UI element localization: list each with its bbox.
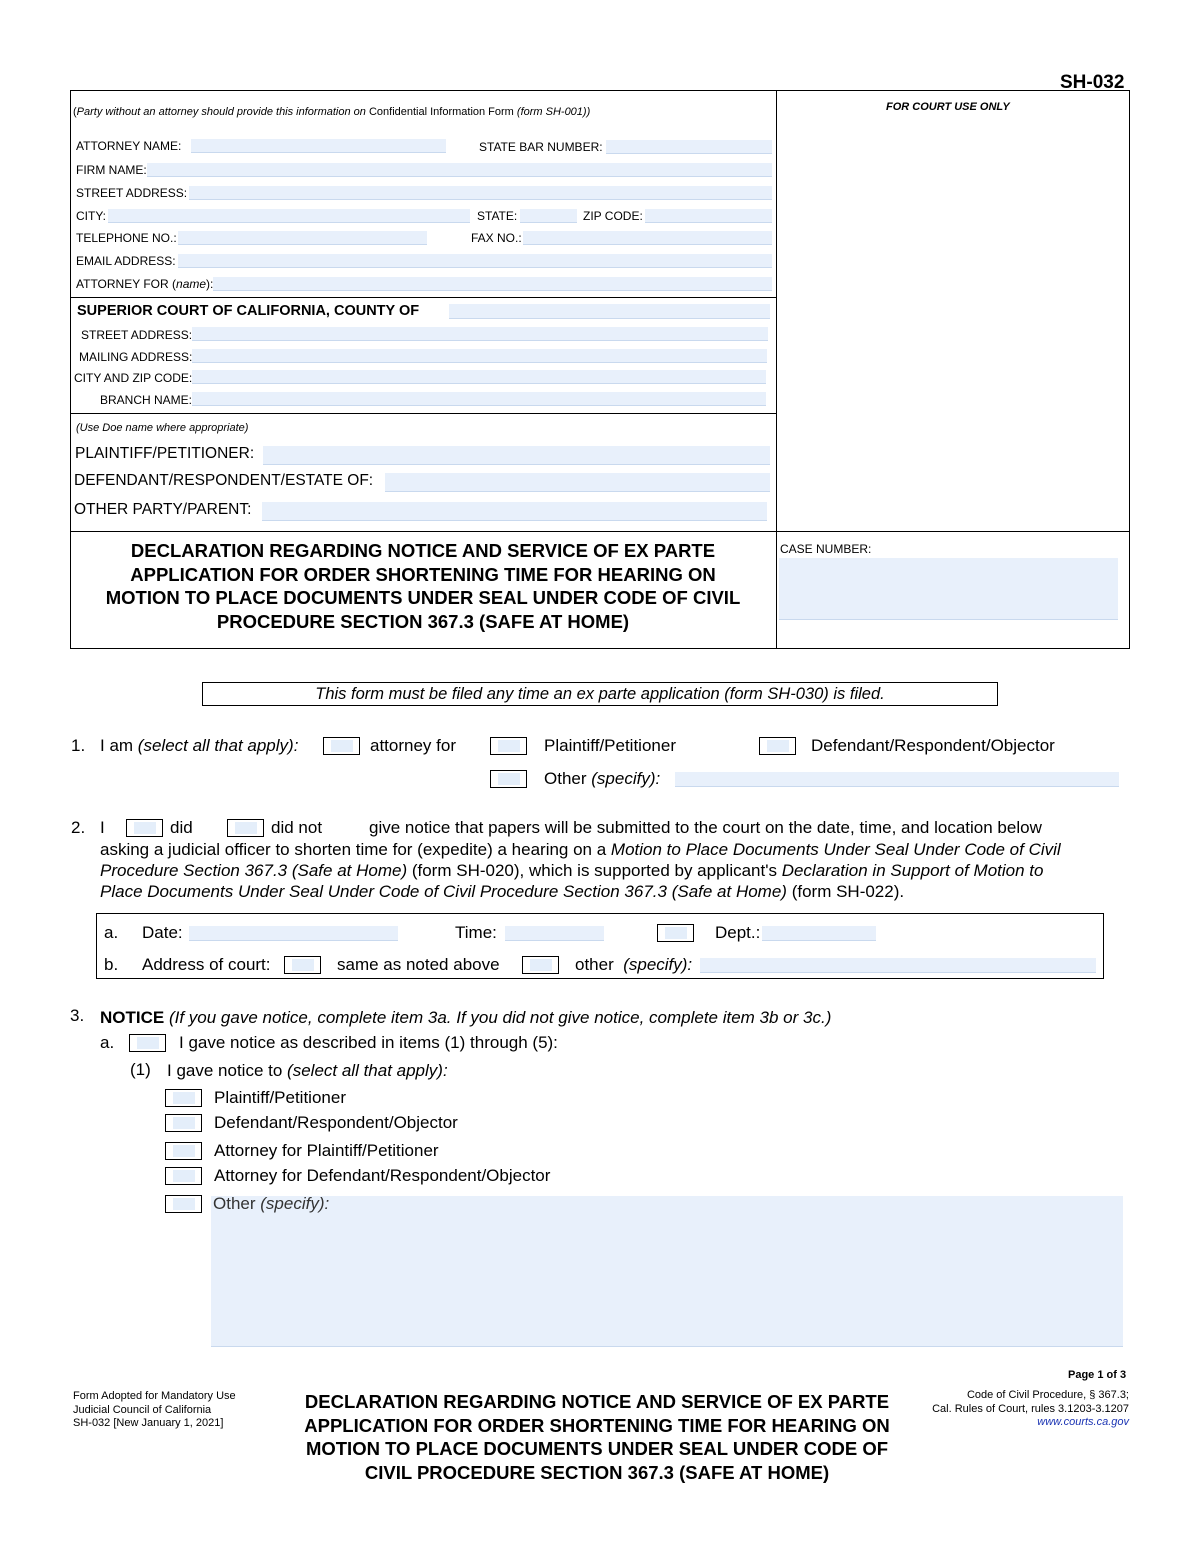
attorney-for-option-label: attorney for <box>370 736 456 755</box>
item3-number: 3. <box>70 1006 85 1025</box>
zip-code-label: ZIP CODE: <box>583 209 643 223</box>
court-branch-label: BRANCH NAME: <box>100 393 193 407</box>
court-branch-field[interactable] <box>192 392 766 406</box>
defendant-checkbox[interactable] <box>759 737 796 755</box>
attorney-name-field[interactable] <box>191 139 446 153</box>
attorney-name-label: ATTORNEY NAME: <box>76 139 182 153</box>
notice-defendant-checkbox[interactable] <box>165 1114 202 1132</box>
item3a-label: a. <box>100 1033 115 1052</box>
item1-lead: I am (select all that apply): <box>100 736 299 755</box>
plaintiff-option-label: Plaintiff/Petitioner <box>544 736 676 755</box>
item2-line3: Procedure Section 367.3 (Safe at Home) (form SH-020), which is supported by applicant's Declaration in Support of Motion to <box>100 861 1044 880</box>
court-mailing-label: MAILING ADDRESS: <box>79 350 193 364</box>
other-checkbox[interactable] <box>490 770 527 788</box>
notice-attorney-defendant-label: Attorney for Defendant/Respondent/Objector <box>214 1166 551 1185</box>
other-party-label: OTHER PARTY/PARENT: <box>74 501 252 518</box>
did-not-checkbox[interactable] <box>227 819 264 837</box>
telephone-label: TELEPHONE NO.: <box>76 231 177 245</box>
same-as-above-label: same as noted above <box>337 955 500 974</box>
court-city-zip-field[interactable] <box>192 370 766 384</box>
notice-other-checkbox[interactable] <box>165 1195 202 1213</box>
notice-plaintiff-label: Plaintiff/Petitioner <box>214 1088 346 1107</box>
time-label: Time: <box>455 923 497 942</box>
case-number-label: CASE NUMBER: <box>780 542 872 556</box>
item3-heading: NOTICE (If you gave notice, complete item 3a. If you did not give notice, complete item 3b or 3c.) <box>100 1008 832 1027</box>
court-use-only-label: FOR COURT USE ONLY <box>886 101 1010 113</box>
other-party-field[interactable] <box>262 502 767 521</box>
item2-line4: Place Documents Under Seal Under Code of Civil Procedure Section 367.3 (Safe at Home) (form SH-022). <box>100 882 905 901</box>
firm-name-field[interactable] <box>147 163 772 177</box>
attorney-for-field[interactable] <box>213 277 772 291</box>
date-label: Date: <box>142 923 183 942</box>
telephone-field[interactable] <box>178 231 427 245</box>
filing-notice-banner: This form must be filed any time an ex parte application (form SH-030) is filed. <box>202 682 998 706</box>
divider-parties-title <box>70 531 1130 532</box>
item2-line1: give notice that papers will be submitted to the court on the date, time, and location below <box>369 818 1042 837</box>
item3a1-number: (1) <box>130 1060 151 1079</box>
notice-attorney-plaintiff-checkbox[interactable] <box>165 1142 202 1160</box>
date-field[interactable] <box>189 926 398 941</box>
item1-number: 1. <box>71 736 86 755</box>
court-street-field[interactable] <box>192 327 768 341</box>
city-label: CITY: <box>76 209 107 223</box>
footer-citations: Code of Civil Procedure, § 367.3; Cal. Rules of Court, rules 3.1203-3.1207 www.courts.ca.gov <box>900 1389 1129 1430</box>
case-number-field[interactable] <box>779 558 1118 620</box>
plaintiff-label: PLAINTIFF/PETITIONER: <box>75 445 255 462</box>
defendant-field[interactable] <box>385 473 770 492</box>
gave-notice-label: I gave notice as described in items (1) through (5): <box>179 1033 558 1052</box>
notice-other-label: Other (specify): <box>213 1194 330 1213</box>
fax-field[interactable] <box>523 231 772 245</box>
county-field[interactable] <box>449 304 770 319</box>
did-not-label: did not <box>271 818 323 837</box>
page-number: Page 1 of 3 <box>1068 1369 1127 1381</box>
other-option-label: Other (specify): <box>544 769 661 788</box>
state-bar-field[interactable] <box>606 140 772 154</box>
email-field[interactable] <box>178 254 772 268</box>
attorney-for-checkbox[interactable] <box>323 737 360 755</box>
dept-field[interactable] <box>762 926 876 941</box>
item2-number: 2. <box>71 818 86 837</box>
other-address-label: other (specify): <box>575 955 693 974</box>
footer-adoption-info: Form Adopted for Mandatory Use Judicial Council of California SH-032 [New January 1, 2021] <box>73 1390 236 1429</box>
did-label: did <box>170 818 193 837</box>
item2a-label: a. <box>104 923 119 942</box>
time-field[interactable] <box>505 926 604 941</box>
dept-checkbox[interactable] <box>657 924 694 942</box>
caption-divider-vertical <box>776 90 777 649</box>
form-title: DECLARATION REGARDING NOTICE AND SERVICE OF EX PARTE APPLICATION FOR ORDER SHORTENING TIME FOR HEARING ON MOTION TO PLACE DOCUMENTS UNDER SEAL UNDER CODE OF CIVIL PROCEDURE SECTION 367.3 (SAFE AT HOME) <box>105 540 741 632</box>
gave-notice-checkbox[interactable] <box>129 1034 166 1052</box>
street-address-field[interactable] <box>189 186 772 200</box>
other-address-checkbox[interactable] <box>522 956 559 974</box>
notice-defendant-label: Defendant/Respondent/Objector <box>214 1113 458 1132</box>
plaintiff-field[interactable] <box>263 446 770 465</box>
email-label: EMAIL ADDRESS: <box>76 254 176 268</box>
notice-attorney-defendant-checkbox[interactable] <box>165 1167 202 1185</box>
state-field[interactable] <box>520 209 577 223</box>
plaintiff-checkbox[interactable] <box>490 737 527 755</box>
state-bar-label: STATE BAR NUMBER: <box>479 140 603 154</box>
courts-website-link[interactable]: www.courts.ca.gov <box>1037 1416 1129 1428</box>
firm-name-label: FIRM NAME: <box>76 163 147 177</box>
other-address-field[interactable] <box>700 958 1096 973</box>
same-as-above-checkbox[interactable] <box>284 956 321 974</box>
divider-attorney-court <box>70 297 776 298</box>
item2-lead: I <box>100 818 105 837</box>
court-street-label: STREET ADDRESS: <box>81 328 193 342</box>
notice-plaintiff-checkbox[interactable] <box>165 1089 202 1107</box>
court-city-zip-label: CITY AND ZIP CODE: <box>74 371 193 385</box>
footer-title: DECLARATION REGARDING NOTICE AND SERVICE OF EX PARTE APPLICATION FOR ORDER SHORTENING TIME FOR HEARING ON MOTION TO PLACE DOCUMENTS UNDER SEAL UNDER CODE OF CIVIL PROCEDURE SECTION 367.3 (SAFE AT HOME) <box>304 1391 890 1483</box>
did-checkbox[interactable] <box>126 819 163 837</box>
street-address-label: STREET ADDRESS: <box>76 186 188 200</box>
divider-court-parties <box>70 413 776 414</box>
county-label: SUPERIOR COURT OF CALIFORNIA, COUNTY OF <box>77 303 420 319</box>
defendant-option-label: Defendant/Respondent/Objector <box>811 736 1055 755</box>
dept-label: Dept.: <box>715 923 761 942</box>
fax-label: FAX NO.: <box>471 231 522 245</box>
item3a1-text: I gave notice to (select all that apply): <box>167 1061 448 1080</box>
party-note: (Party without an attorney should provide this information on Confidential Information Form (form SH-001)) <box>73 106 591 118</box>
attorney-for-label: ATTORNEY FOR (name): <box>76 277 214 291</box>
state-label: STATE: <box>477 209 518 223</box>
other-specify-field[interactable] <box>675 772 1119 787</box>
doe-note: (Use Doe name where appropriate) <box>76 422 249 434</box>
notice-attorney-plaintiff-label: Attorney for Plaintiff/Petitioner <box>214 1141 439 1160</box>
item2b-label: b. <box>104 955 119 974</box>
notice-other-specify-field[interactable] <box>211 1196 1123 1347</box>
form-id: SH-032 <box>1060 72 1125 93</box>
address-of-court-label: Address of court: <box>142 955 271 974</box>
city-field[interactable] <box>108 209 470 223</box>
item2-line2: asking a judicial officer to shorten time for (expedite) a hearing on a Motion to Place Documents Under Seal Under Code of Civil <box>100 840 1061 859</box>
court-mailing-field[interactable] <box>192 349 767 363</box>
defendant-label: DEFENDANT/RESPONDENT/ESTATE OF: <box>74 472 374 489</box>
zip-code-field[interactable] <box>645 209 772 223</box>
